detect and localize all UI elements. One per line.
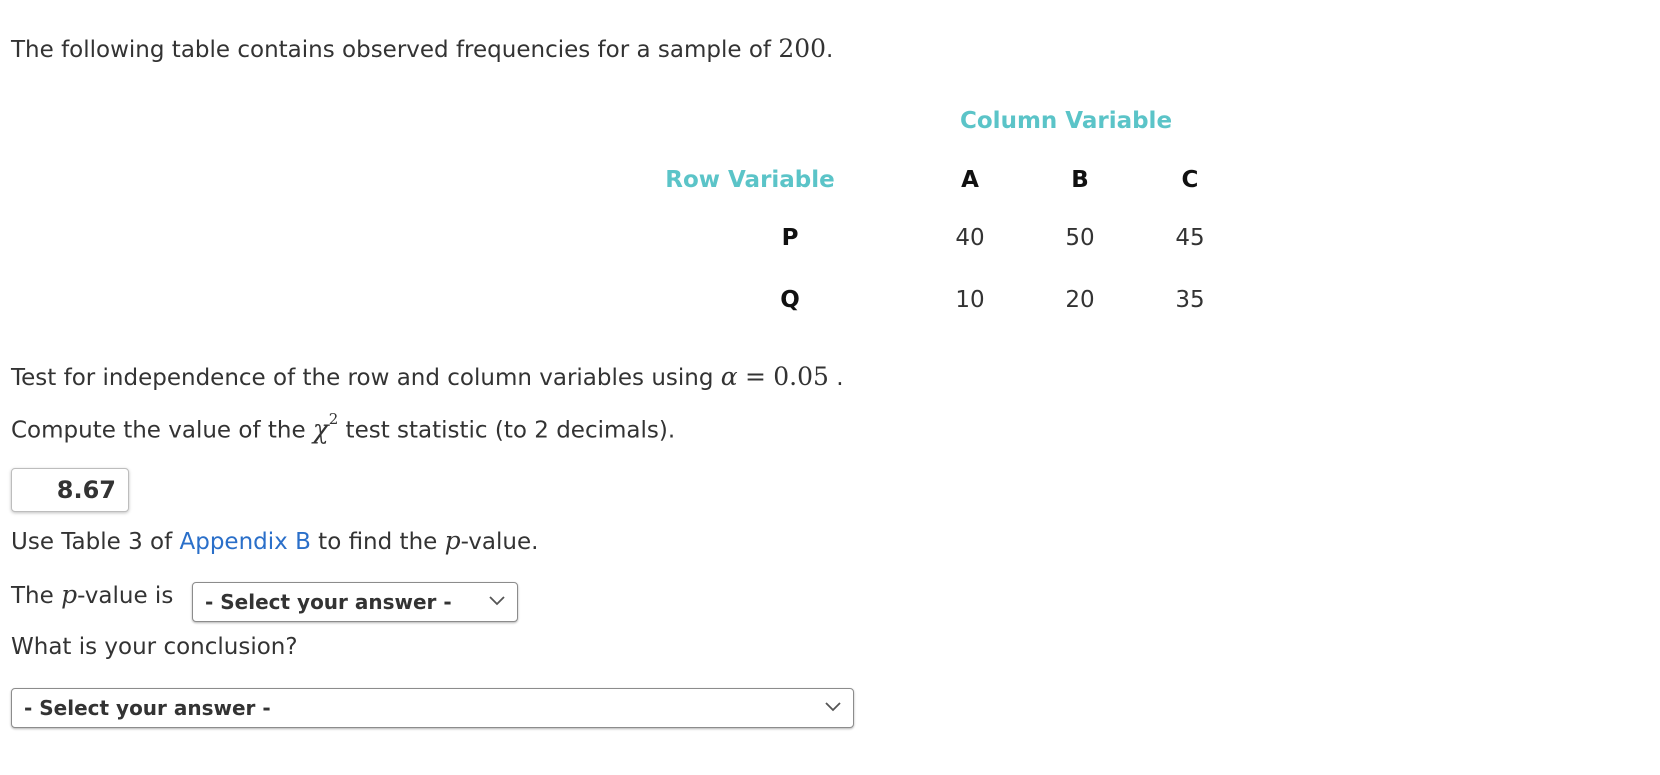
test-prefix: Test for independence of the row and column variables using <box>11 365 714 391</box>
column-header-a: A <box>961 167 979 193</box>
p-symbol: p <box>444 526 461 555</box>
table-ref-suffix: -value. <box>460 529 539 555</box>
equals-sign: = <box>744 362 766 391</box>
column-variable-label: Column Variable <box>960 108 1173 134</box>
column-header-b: B <box>1071 167 1089 193</box>
compute-text <box>11 410 676 445</box>
conclusion-select-label: - Select your answer - <box>24 696 271 720</box>
row-variable-label: Row Variable <box>665 167 835 193</box>
compute-prefix: Compute the value of the <box>11 417 306 444</box>
row-label-q: Q <box>780 287 800 313</box>
sample-size: 200 <box>778 34 827 63</box>
test-text <box>11 362 844 391</box>
test-suffix: . <box>836 365 844 391</box>
table-ref-prefix: Use Table 3 of <box>11 529 173 555</box>
chevron-down-icon <box>489 596 505 606</box>
conclusion-question: What is your conclusion? <box>11 634 298 660</box>
chi-square-answer-input[interactable] <box>11 468 129 512</box>
row-label-p: P <box>781 225 799 251</box>
table-ref-text <box>11 526 538 555</box>
cell-q-a: 10 <box>955 287 985 313</box>
compute-suffix: test statistic (to 2 decimals). <box>345 417 676 444</box>
answer-value: 8.67 <box>56 476 116 504</box>
intro-suffix: . <box>826 37 834 63</box>
chevron-down-icon <box>825 702 841 712</box>
appendix-b-link[interactable]: Appendix B <box>179 529 311 555</box>
pvalue-text <box>11 580 173 609</box>
cell-p-c: 45 <box>1175 225 1205 251</box>
column-header-c: C <box>1181 167 1199 193</box>
pvalue-prefix: The <box>11 583 54 609</box>
cell-q-c: 35 <box>1175 287 1205 313</box>
p-symbol: p <box>61 580 78 609</box>
alpha-value: 0.05 <box>773 362 829 391</box>
pvalue-select-label: - Select your answer - <box>205 590 452 614</box>
intro-prefix: The following table contains observed frequencies for a sample of <box>11 37 771 63</box>
pvalue-select[interactable] <box>192 582 518 622</box>
cell-p-a: 40 <box>955 225 985 251</box>
intro-text <box>11 34 833 63</box>
chi-symbol: $\chi^2$ <box>312 410 339 445</box>
cell-p-b: 50 <box>1065 225 1095 251</box>
alpha-symbol: α <box>720 362 738 391</box>
chi-exponent: 2 <box>328 410 339 428</box>
conclusion-select[interactable] <box>11 688 854 728</box>
table-ref-middle: to find the <box>318 529 438 555</box>
cell-q-b: 20 <box>1065 287 1095 313</box>
pvalue-suffix: -value is <box>77 583 174 609</box>
